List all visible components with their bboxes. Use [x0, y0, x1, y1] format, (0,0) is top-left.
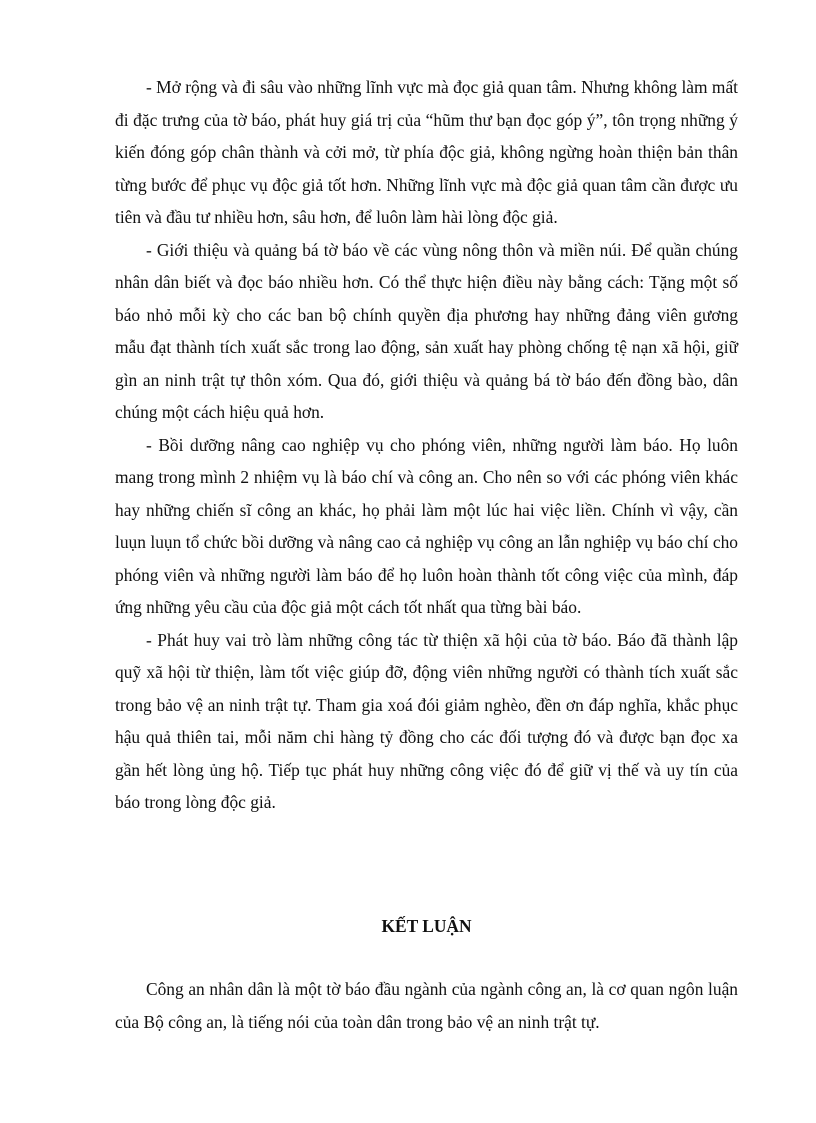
- paragraph-rural-promotion: - Giới thiệu và quảng bá tờ báo về các vùng nông thôn và miền núi. Để quần chúng nhân dân biết và đọc báo nhiều hơn. Có thể thực hiện điều này bằng cách: Tặng một số báo nhỏ mỗi kỳ cho các ban bộ chính quyền địa phương hay những đảng viên gương mẫu đạt thành tích xuất sắc trong lao động, sản xuất hay phòng chống tệ nạn xã hội, giữ gìn an ninh trật tự thôn xóm. Qua đó, giới thiệu và quảng bá tờ báo đến đồng bào, dân chúng một cách hiệu quả hơn.: [115, 239, 738, 422]
- paragraph-staff-training: - Bồi dưỡng nâng cao nghiệp vụ cho phóng viên, những người làm báo. Họ luôn mang trong mình 2 nhiệm vụ là báo chí và công an. Cho nên so với các phóng viên khác hay những chiến sĩ công an khác, họ phải làm một lúc hai việc liền. Chính vì vậy, cần luụn luụn tổ chức bồi dưỡng và nâng cao cả nghiệp vụ công an lẫn nghiệp vụ báo chí cho phóng viên và những người làm báo để họ luôn hoàn thành tốt công việc của mình, đáp ứng những yêu cầu của độc giả một cách tốt nhất qua từng bài báo.: [115, 434, 738, 617]
- paragraph-charity-work: - Phát huy vai trò làm những công tác từ thiện xã hội của tờ báo. Báo đã thành lập quỹ xã hội từ thiện, làm tốt việc giúp đỡ, động viên những người có thành tích xuất sắc trong bảo vệ an ninh trật tự. Tham gia xoá đói giảm nghèo, đền ơn đáp nghĩa, khắc phục hậu quả thiên tai, mỗi năm chi hàng tỷ đồng cho các đối tượng đó và được bạn đọc xa gần hết lòng ủng hộ. Tiếp tục phát huy những công việc đó để giữ vị thế và uy tín của báo trong lòng độc giả.: [115, 629, 738, 812]
- paragraph-conclusion: Công an nhân dân là một tờ báo đầu ngành của ngành công an, là cơ quan ngôn luận của Bộ công an, là tiếng nói của toàn dân trong bảo vệ an ninh trật tự.: [115, 979, 738, 1032]
- body-text: [115, 71, 738, 819]
- conclusion-text: [115, 973, 738, 1038]
- paragraph-expand-coverage: - Mở rộng và đi sâu vào những lĩnh vực mà đọc giả quan tâm. Nhưng không làm mất đi đặc trưng của tờ báo, phát huy giá trị của “hũm thư bạn đọc góp ý”, tôn trọng những ý kiến đóng góp chân thành và cởi mở, từ phía độc giả, không ngừng hoàn thiện bản thân từng bước để phục vụ độc giả tốt hơn. Những lĩnh vực mà độc giả quan tâm cần được ưu tiên và đầu tư nhiều hơn, sâu hơn, để luôn làm hài lòng độc giả.: [115, 77, 738, 227]
- section-heading-conclusion: KẾT LUẬN: [381, 916, 472, 936]
